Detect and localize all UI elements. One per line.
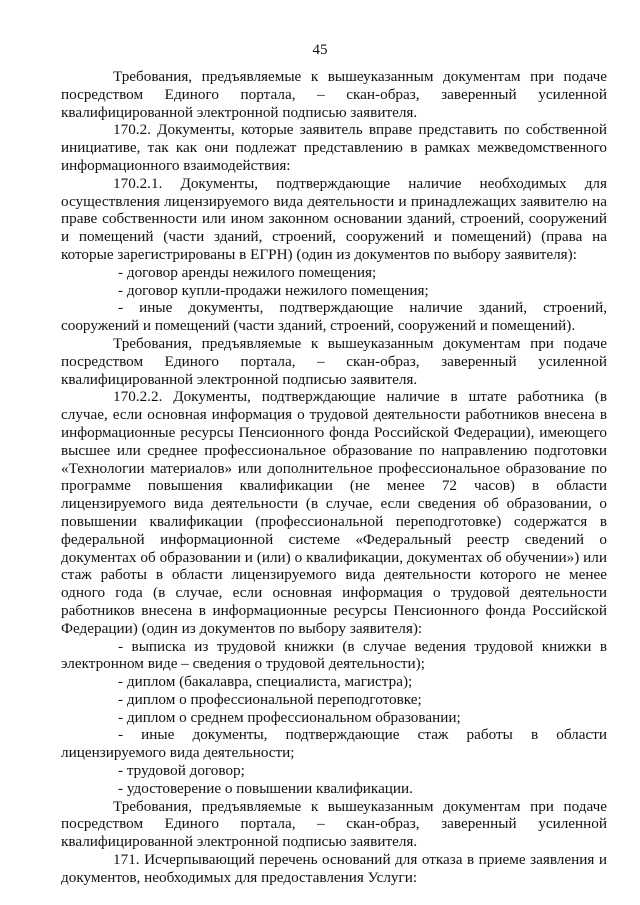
list-item: - договор аренды нежилого помещения;: [118, 263, 377, 281]
list-item: - договор купли-продажи нежилого помещения;: [118, 281, 429, 299]
page-number: 45: [312, 42, 328, 58]
paragraph: 170.2.2. Документы, подтверждающие наличие в штате работника (в случае, если основная информация о трудовой деятельности работников внесена в информационные ресурсы Пенсионного фонда Российской Федерации), имеющего высшее или среднее профессиональное образование по направлению подготовки «Технологии материалов» или дополнительное профессиональное образование по программе повышения квалификации (не менее 72 часов) в области лицензируемого вида деятельности (в случае, если сведения об образовании, о повышении квалификации (профессиональной переподготовке) содержатся в федеральной информационной системе «Федеральный реестр сведений о документах об образовании и (или) о квалификации, документах об обучении») или стаж работы в области лицензируемого вида деятельности которого не менее одного года (в случае, если основная информация о трудовой деятельности работников внесена в информационные ресурсы Пенсионного фонда Российской Федерации) (один из документов по выбору заявителя):: [61, 388, 607, 637]
paragraph: Требования, предъявляемые к вышеуказанным документам при подаче посредством Единого портала, – скан-образ, заверенный усиленной квалифицированной электронной подписью заявителя.: [61, 334, 607, 388]
paragraph: Требования, предъявляемые к вышеуказанным документам при подаче посредством Единого портала, – скан-образ, заверенный усиленной квалифицированной электронной подписью заявителя.: [61, 68, 607, 121]
paragraph: 171. Исчерпывающий перечень оснований для отказа в приеме заявления и документов, необходимых для предоставления Услуги:: [61, 851, 607, 886]
list-item: - удостоверение о повышении квалификации.: [118, 779, 413, 797]
list-item: - иные документы, подтверждающие стаж работы в области лицензируемого вида деятельности;: [61, 726, 607, 762]
paragraph: Требования, предъявляемые к вышеуказанным документам при подаче посредством Единого портала, – скан-образ, заверенный усиленной квалифицированной электронной подписью заявителя.: [61, 797, 607, 851]
list-item: - иные документы, подтверждающие наличие зданий, строений, сооружений и помещений (части зданий, строений, сооружений и помещений).: [61, 299, 607, 335]
list-item: - диплом о профессиональной переподготовке;: [118, 690, 422, 708]
document-body: [61, 68, 607, 887]
list-item: - выписка из трудовой книжки (в случае ведения трудовой книжки в электронном виде – сведения о трудовой деятельности);: [61, 637, 607, 673]
list-item: - трудовой договор;: [118, 762, 245, 780]
list-item: - диплом о среднем профессиональном образовании;: [118, 708, 461, 726]
paragraph: 170.2. Документы, которые заявитель вправе представить по собственной инициативе, так как они подлежат представлению в рамках межведомственного информационного взаимодействия:: [61, 121, 607, 174]
paragraph: 170.2.1. Документы, подтверждающие наличие необходимых для осуществления лицензируемого вида деятельности и принадлежащих заявителю на праве собственности или ином законном основании зданий, строений, сооружений и помещений (части зданий, строений, сооружений и помещений) (права на которые зарегистрированы в ЕГРН) (один из документов по выбору заявителя):: [61, 174, 607, 263]
list-item: - диплом (бакалавра, специалиста, магистра);: [118, 673, 413, 691]
